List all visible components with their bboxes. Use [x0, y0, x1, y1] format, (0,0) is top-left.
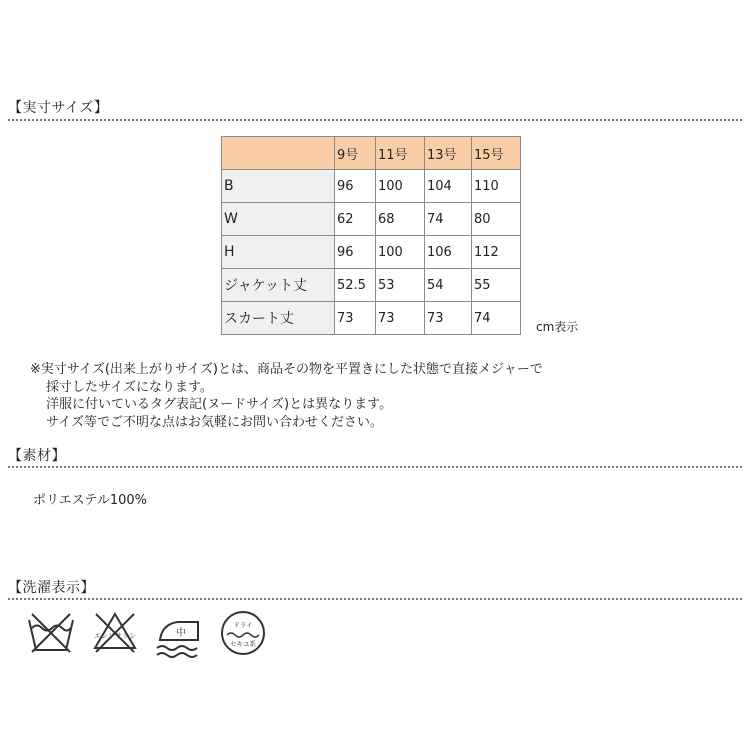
- unit-note: cm表示: [536, 320, 579, 334]
- bleach-label: エンソサラシ: [94, 632, 136, 640]
- table-cell: 100: [376, 170, 425, 203]
- table-cell: 112: [472, 236, 521, 269]
- note-line: サイズ等でご不明な点はお気軽にお問い合わせください。: [46, 414, 383, 430]
- table-cell: 96: [335, 170, 376, 203]
- table-cell: 73: [376, 302, 425, 335]
- table-cell: 104: [425, 170, 472, 203]
- no-bleach-icon: [90, 608, 140, 658]
- table-cell: 74: [472, 302, 521, 335]
- table-cell: 55: [472, 269, 521, 302]
- table-row: [222, 203, 521, 236]
- care-section-heading: 【洗濯表示】: [8, 580, 95, 596]
- table-cell: 53: [376, 269, 425, 302]
- section-divider: [8, 598, 742, 600]
- table-header-cell: 13号: [425, 137, 472, 170]
- row-label: W: [222, 203, 335, 236]
- row-label: H: [222, 236, 335, 269]
- material-section-heading: 【素材】: [8, 448, 66, 464]
- row-label: B: [222, 170, 335, 203]
- table-cell: 52.5: [335, 269, 376, 302]
- size-notes: [30, 361, 543, 431]
- table-cell: 110: [472, 170, 521, 203]
- row-label: ジャケット丈: [222, 269, 335, 302]
- table-row: [222, 170, 521, 203]
- table-row: [222, 269, 521, 302]
- table-cell: 54: [425, 269, 472, 302]
- table-cell: 100: [376, 236, 425, 269]
- table-row: [222, 236, 521, 269]
- table-cell: 106: [425, 236, 472, 269]
- table-cell: 96: [335, 236, 376, 269]
- table-cell: 73: [335, 302, 376, 335]
- table-header-row: [222, 137, 521, 170]
- size-table: [221, 136, 521, 335]
- dry-label: ドライ: [233, 621, 253, 629]
- no-wash-icon: [26, 608, 76, 658]
- table-row: [222, 302, 521, 335]
- section-divider: [8, 119, 742, 121]
- section-divider: [8, 466, 742, 468]
- table-header-cell: 11号: [376, 137, 425, 170]
- note-line: ※実寸サイズ(出来上がりサイズ)とは、商品その物を平置きにした状態で直接メジャーで: [30, 362, 543, 377]
- petroleum-label: セキユ系: [230, 640, 256, 648]
- note-line: 洋服に付いているタグ表記(ヌードサイズ)とは異なります。: [46, 397, 393, 412]
- iron-temp-label: 中: [176, 628, 186, 639]
- care-icons: [26, 608, 268, 658]
- row-label: スカート丈: [222, 302, 335, 335]
- material-text: ポリエステル100%: [33, 493, 147, 508]
- table-header-cell: 9号: [335, 137, 376, 170]
- note-line: 採寸したサイズになります。: [46, 379, 213, 395]
- iron-medium-icon: [154, 608, 204, 658]
- dry-clean-petroleum-icon: [218, 608, 268, 658]
- table-header-cell: [222, 137, 335, 170]
- table-cell: 73: [425, 302, 472, 335]
- size-section-heading: 【実寸サイズ】: [8, 100, 109, 116]
- table-cell: 74: [425, 203, 472, 236]
- table-cell: 68: [376, 203, 425, 236]
- table-cell: 62: [335, 203, 376, 236]
- table-header-cell: 15号: [472, 137, 521, 170]
- table-cell: 80: [472, 203, 521, 236]
